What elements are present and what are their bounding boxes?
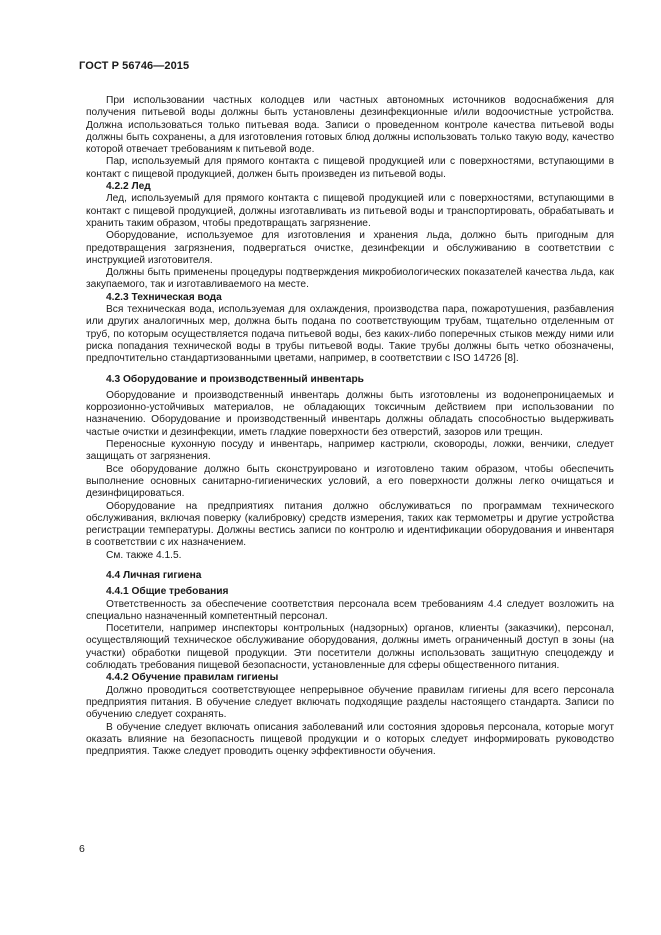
paragraph: Оборудование на предприятиях питания должно обслуживаться по программам технического обслуживания, включая поверку (калибровку) средств измерения, таких как термометры и другие устройства регистрации температуры. Должны вестись записи по контролю и идентификации оборудования и инвентаря в соответствии с их назначением. [86, 500, 614, 549]
paragraph: Вся техническая вода, используемая для охлаждения, производства пара, пожаротушения, разбавления или других аналогичных мер, должна быть подана по соответствующим трубам, тщательно отделенным от труб, по которым осуществляется подача питьевой воды, без каких-либо поперечных стыков между ними или риска попадания технической воды в трубы питьевой воды. Такие трубы должны быть четко обозначены, предпочтительно стандартизованными цветами, например, в соответствии с ISO 14726 [8]. [86, 304, 614, 365]
paragraph: Пар, используемый для прямого контакта с пищевой продукцией или с поверхностями, вступающими в контакт с пищевой продукцией, должен быть произведен из питьевой воды. [86, 156, 614, 180]
paragraph: Лед, используемый для прямого контакта с пищевой продукцией или с поверхностями, вступающими в контакт с пищевой продукцией, должны изготавливать из питьевой воды и транспортировать, обрабатывать и хранить таким образом, чтобы предотвращать загрязнение. [86, 193, 614, 229]
spacer [86, 562, 614, 570]
paragraph: Должно проводиться соответствующее непрерывное обучение правилам гигиены для всего персонала предприятия питания. В обучение следует включать подходящие разделы настоящего стандарта. Записи по обучению следует сохранять. [86, 684, 614, 721]
paragraph: Ответственность за обеспечение соответствия персонала всем требованиям 4.4 следует возложить на специально назначенный компетентный персонал. [86, 598, 614, 622]
paragraph: Оборудование, используемое для изготовления и хранения льда, должно быть пригодным для предотвращения загрязнения, подвергаться очистке, дезинфекции и обслуживанию в соответствии с инструкцией изготовителя. [86, 230, 614, 266]
paragraph: Посетители, например инспекторы контрольных (надзорных) органов, клиенты (заказчики), персонал, осуществляющий техническое обслуживание оборудования, должны иметь ограниченный доступ в зоны (на участки) обработки пищевой продукции. Эти посетители должны использовать защитную спецодежду и соблюдать требования пищевой безопасности, установленные для сферы общественного питания. [86, 623, 614, 672]
subsection-heading: 4.2.2 Лед [106, 181, 151, 193]
page-number: 6 [79, 843, 85, 855]
paragraph: См. также 4.1.5. [106, 549, 182, 561]
paragraph: Переносные кухонную посуду и инвентарь, например кастрюли, сковороды, ложки, венчики, следует защищать от загрязнения. [86, 439, 614, 463]
section-heading: 4.4 Личная гигиена [106, 569, 202, 581]
section-heading: 4.3 Оборудование и производственный инвентарь [106, 373, 364, 385]
paragraph: Все оборудование должно быть сконструировано и изготовлено таким образом, чтобы обеспечить выполнение основных санитарно-гигиенических условий, а его поверхности должны легко очищаться и дезинфицироваться. [86, 463, 614, 500]
subsection-heading: 4.4.1 Общие требования [106, 586, 229, 598]
paragraph: Оборудование и производственный инвентарь должны быть изготовлены из водонепроницаемых и коррозионно-устойчивых материалов, не обладающих токсичным действием при использовании по назначению. Оборудование и производственный инвентарь должны обладать способностью выдерживать частые очистки и дезинфекции, иметь гладкие поверхности без отверстий, зазоров или трещин. [86, 389, 614, 438]
paragraph: В обучение следует включать описания заболеваний или состояния здоровья персонала, которые могут оказать влияние на безопасность пищевой продукции и о которых следует информировать руководство предприятия. Также следует проводить оценку эффективности обучения. [86, 721, 614, 758]
subsection-heading: 4.4.2 Обучение правилам гигиены [106, 672, 279, 684]
spacer [86, 366, 614, 374]
subsection-heading: 4.2.3 Техническая вода [106, 291, 222, 303]
standard-header: ГОСТ Р 56746—2015 [79, 60, 190, 72]
page-body [86, 95, 614, 758]
paragraph: При использовании частных колодцев или частных автономных источников водоснабжения для получения питьевой воды должны быть установлены дезинфекционные и/или водоочистные устройства. Должна использоваться только питьевая вода. Записи о проведенном контроле качества питьевой воды должны быть сохранены, а для изготовления готовых блюд должны использовать только такую воду, качество которой отвечает требованиям к питьевой воде. [86, 95, 614, 156]
paragraph: Должны быть применены процедуры подтверждения микробиологических показателей качества льда, как закупаемого, так и изготавливаемого на месте. [86, 267, 614, 291]
